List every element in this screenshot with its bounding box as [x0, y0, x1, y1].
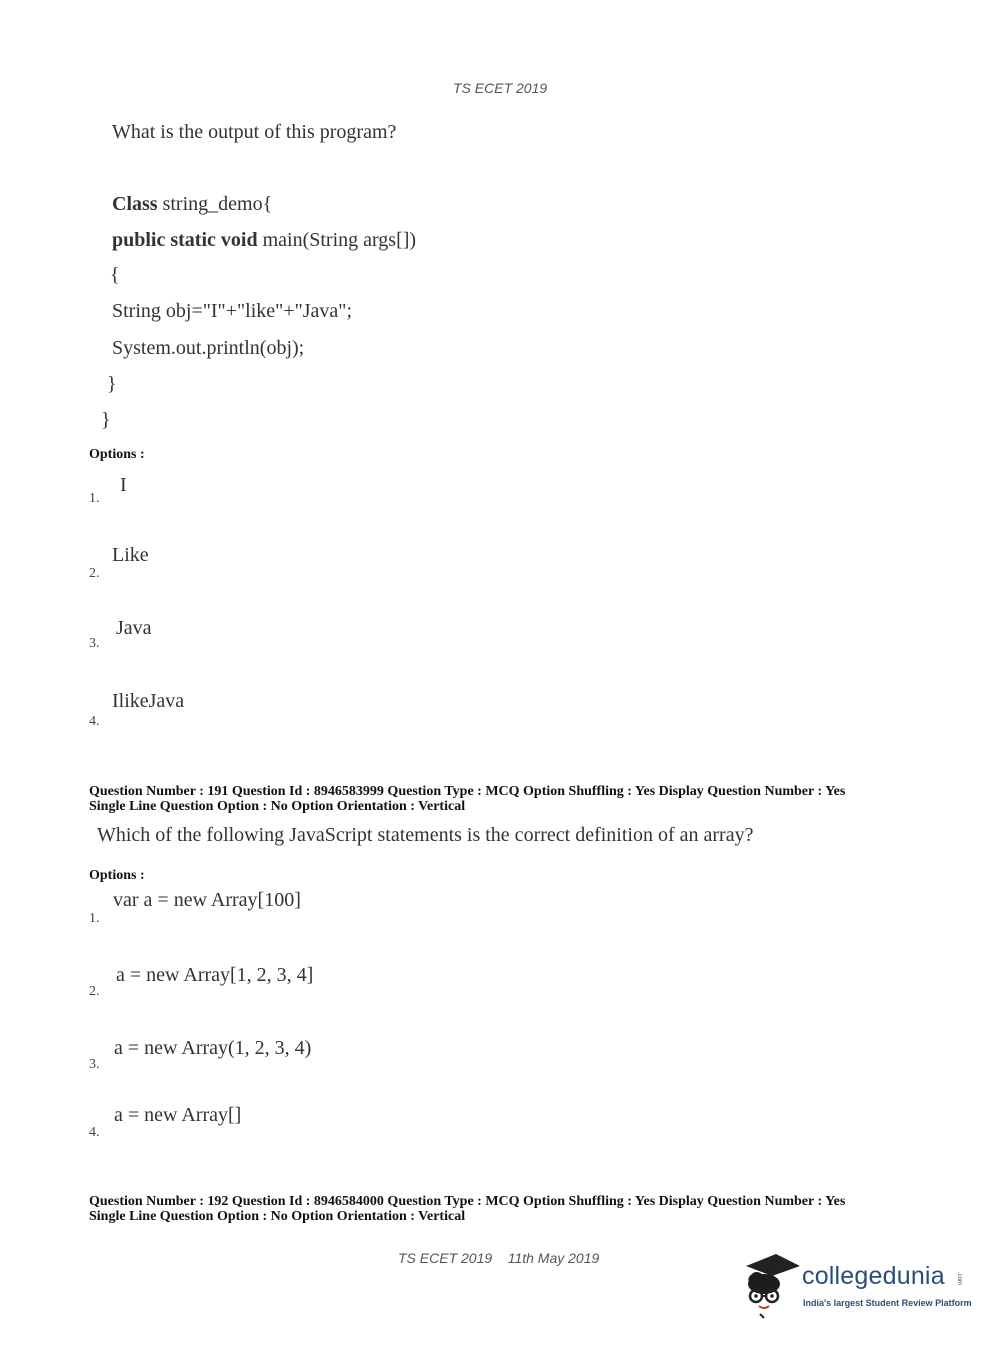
- option-number: 3.: [89, 636, 100, 651]
- option-text: a = new Array[]: [114, 1104, 242, 1126]
- code-line-2: public static void main(String args[]): [112, 229, 417, 251]
- option-number: 2.: [89, 984, 100, 999]
- option-number: 2.: [89, 566, 100, 581]
- option-number: 1.: [89, 911, 100, 926]
- options-label: Options :: [89, 868, 145, 883]
- option-text: a = new Array[1, 2, 3, 4]: [116, 964, 314, 986]
- logo-tagline: India's largest Student Review Platform: [803, 1298, 972, 1308]
- option-text: a = new Array(1, 2, 3, 4): [114, 1037, 312, 1059]
- option-text: Java: [116, 617, 152, 639]
- option-number: 4.: [89, 1125, 100, 1140]
- code-line-5: System.out.println(obj);: [112, 337, 305, 359]
- code-line-7: }: [101, 409, 111, 431]
- option-text: I: [120, 474, 127, 496]
- mascot-icon: [742, 1250, 802, 1320]
- option-number: 1.: [89, 491, 100, 506]
- option-number: 4.: [89, 714, 100, 729]
- page-footer-text: TS ECET 2019 11th May 2019: [398, 1250, 600, 1266]
- question-192-meta-line-1: Question Number : 192 Question Id : 8946584000 Question Type : MCQ Option Shuffling : Yes Display Question Number : Yes: [89, 1194, 846, 1209]
- code-line-1: Class string_demo{: [112, 193, 273, 215]
- code-line-3: {: [110, 264, 120, 286]
- options-label: Options :: [89, 447, 145, 462]
- page-header-title: TS ECET 2019: [453, 80, 548, 96]
- question-192-meta-line-2: Single Line Question Option : No Option Orientation : Vertical: [89, 1209, 466, 1224]
- option-text: var a = new Array[100]: [113, 889, 301, 911]
- option-number: 3.: [89, 1057, 100, 1072]
- logo-suffix: .com: [956, 1272, 962, 1286]
- option-text: IlikeJava: [112, 690, 185, 712]
- question-191-meta-line-2: Single Line Question Option : No Option Orientation : Vertical: [89, 799, 466, 814]
- collegedunia-logo: [742, 1250, 972, 1320]
- option-text: Like: [112, 544, 149, 566]
- question-190-prompt: What is the output of this program?: [112, 121, 397, 143]
- code-line-6: }: [107, 373, 117, 395]
- question-191-prompt: Which of the following JavaScript statements is the correct definition of an array?: [97, 824, 754, 846]
- code-line-4: String obj="I"+"like"+"Java";: [112, 300, 353, 322]
- logo-name: collegedunia: [802, 1262, 945, 1290]
- question-191-meta-line-1: Question Number : 191 Question Id : 8946583999 Question Type : MCQ Option Shuffling : Yes Display Question Number : Yes: [89, 784, 846, 799]
